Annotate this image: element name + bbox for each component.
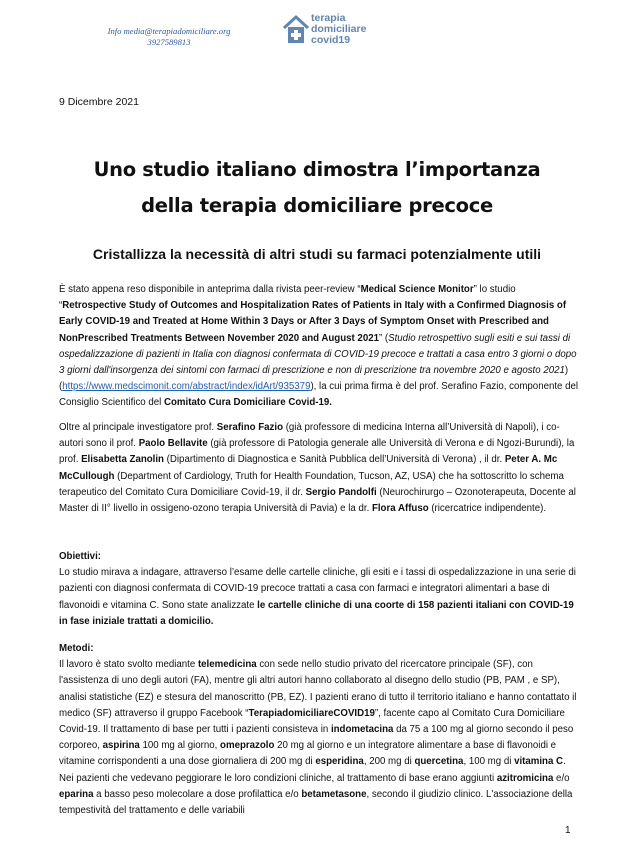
page-number: 1 (565, 825, 571, 836)
methods-section (59, 641, 580, 819)
journal-name: Medical Science Monitor (360, 284, 474, 295)
drug-name: quercetina (414, 756, 464, 768)
objectives-heading: Obiettivi: (59, 551, 101, 562)
text-run: ”, facente capo al Comitato Cura Domiciliare Covid-19. Il trattamento di base per tutti i pazienti consisteva in (59, 707, 565, 736)
study-title: Retrospective Study of Outcomes and Hospitalization Rates of Patients in Italy with a Confirmed Diagnosis of Early COVID-19 and Treated at Home Within 3 Days or After 3 Days of Symptom Onset with Prescribed and NonPrescribed Treatments Between November 2020 and August 2021 (59, 300, 567, 344)
house-cross-icon (282, 14, 310, 46)
text-run: a basso peso molecolare a dose profilattica e/o (93, 788, 302, 800)
text-run: ” lo studio “ (59, 284, 516, 312)
drug-name: esperidina (315, 756, 364, 768)
drug-name: indometacina (330, 724, 394, 736)
text-run: ), la cui prima firma è del prof. Serafino Fazio, componente del Consiglio Scientifico del (59, 381, 579, 409)
text-run: e/o (553, 772, 570, 784)
author-name: Paolo Bellavite (138, 438, 208, 450)
text-run: , 100 mg di (463, 756, 515, 768)
text-run-bold: TerapiadomiciliareCOVID19 (248, 707, 375, 719)
page-subtitle: Cristallizza la necessità di altri studi su farmaci potenzialmente utili (92, 246, 542, 262)
text-run: Il lavoro è stato svolto mediante (59, 659, 198, 671)
text-run: (Neurochirurgo – Ozonoterapeuta, Docente al Master di II° livello in ossigeno-ozono terapia Università di Pavia) e la dr. (59, 486, 576, 515)
document-date: 9 Dicembre 2021 (59, 96, 139, 108)
logo-text (311, 13, 366, 46)
author-name: Sergio Pandolfi (305, 486, 377, 498)
drug-name: betametasone (301, 788, 367, 800)
study-link[interactable]: https://www.medscimonit.com/abstract/index/idArt/935379 (62, 381, 311, 393)
objectives-section (59, 549, 580, 630)
page-title (40, 152, 594, 224)
text-run: (Department of Cardiology, Truth for Health Foundation, Tucson, AZ, USA) che ha sottoscritto lo schema terapeutico del Comitato Cura Domiciliare Covid-19, il dr. (59, 470, 564, 498)
text-run: (già professore di medicina Interna all’Università di Napoli), i co-autori sono il prof. (59, 422, 560, 450)
text-run: con sede nello studio privato del ricercatore principale (SF), con l'assistenza di uno degli autori (FA), mentre gli altri autori hanno collaborato al disegno dello studio (PB, PAM , e SP), analisi statistiche (EZ) e stesura del manoscritto (PB, EZ). I pazienti erano di tutto il territorio italiano e hanno contattato il medico (SF) attraverso il gruppo Facebook “ (59, 659, 577, 719)
text-run: È stato appena reso disponibile in anteprima dalla rivista peer-review “ (59, 284, 361, 295)
text-run: (già professore di Patologia generale alle Università di Verona e di Ngozi-Burundi), la prof. (59, 438, 575, 466)
contact-email[interactable]: Info media@terapiadomiciliare.org (107, 26, 231, 36)
intro-paragraph (59, 282, 580, 412)
text-run: , secondo il giudizio clinico. L'associazione della tempestività del trattamento e delle variabili (59, 788, 573, 817)
logo-line-3: covid19 (311, 34, 351, 46)
logo-line-1: terapia (311, 12, 346, 24)
text-run: Lo studio mirava a indagare, attraverso l’esame delle cartelle cliniche, gli esiti e i tassi di ospedalizzazione in una serie di pazienti con diagnosi confermata di COVID-19 precoce trattati a casa con farmaci e integratori alimentari a base di flavonoidi e vitamina C. Sono state analizzate (59, 567, 576, 611)
drug-name: omeprazolo (220, 740, 275, 752)
letterhead (0, 12, 634, 62)
text-run: 100 mg al giorno, (139, 740, 221, 752)
text-run: 20 mg al giorno e un integratore alimentare a base di flavonoidi e vitamine corrispondenti a una dose giornaliera di 200 mg di (59, 740, 557, 768)
committee-name: Comitato Cura Domiciliare Covid-19. (164, 397, 332, 409)
text-run: ” ( (378, 332, 389, 344)
text-run-bold: telemedicina (197, 659, 257, 671)
text-run-bold: le cartelle cliniche di una coorte di 158 pazienti italiani con COVID-19 in fase iniziale trattati a domicilio. (59, 599, 574, 627)
author-name: Serafino Fazio (216, 422, 283, 433)
drug-name: eparina (59, 788, 94, 800)
text-run: . Nei pazienti che vedevano peggiorare le loro condizioni cliniche, al trattamento di base erano aggiunti (59, 756, 566, 784)
title-line-1: Uno studio italiano dimostra l’importanza (93, 158, 541, 181)
study-title-italian: Studio retrospettivo sugli esiti e sui tassi di ospedalizzazione di pazienti in Italia con diagnosi confermata di COVID-19 precoce e trattati a casa entro 3 giorni o dopo 3 giorni dall'insorgenza dei sintomi con farmaci di prescrizione e non di prescrizione tra novembre 2020 e agosto 2021 (59, 332, 577, 377)
text-run: da 75 a 100 mg al giorno secondo il peso corporeo, (59, 724, 574, 752)
text-run: (Dipartimento di Diagnostica e Sanità Pubblica dell’Università di Verona) , il dr. (163, 454, 505, 466)
drug-name: aspirina (102, 740, 140, 752)
text-run: ) ( (59, 365, 569, 393)
logo (282, 12, 392, 58)
text-run: (ricercatrice indipendente). (428, 503, 547, 515)
methods-heading: Metodi: (59, 643, 94, 654)
author-name: Peter A. Mc McCullough (59, 454, 558, 482)
authors-paragraph (59, 420, 580, 517)
text-run: Oltre al principale investigatore prof. (59, 422, 217, 433)
title-line-2: della terapia domiciliare precoce (141, 194, 493, 217)
logo-line-2: domiciliare (311, 23, 367, 35)
author-name: Flora Affuso (371, 503, 429, 515)
drug-name: azitromicina (496, 772, 554, 784)
contact-phone: 3927589813 (147, 37, 191, 47)
author-name: Elisabetta Zanolin (81, 454, 164, 466)
drug-name: vitamina C (514, 756, 564, 768)
text-run: , 200 mg di (363, 756, 415, 768)
contact-info (104, 26, 234, 48)
